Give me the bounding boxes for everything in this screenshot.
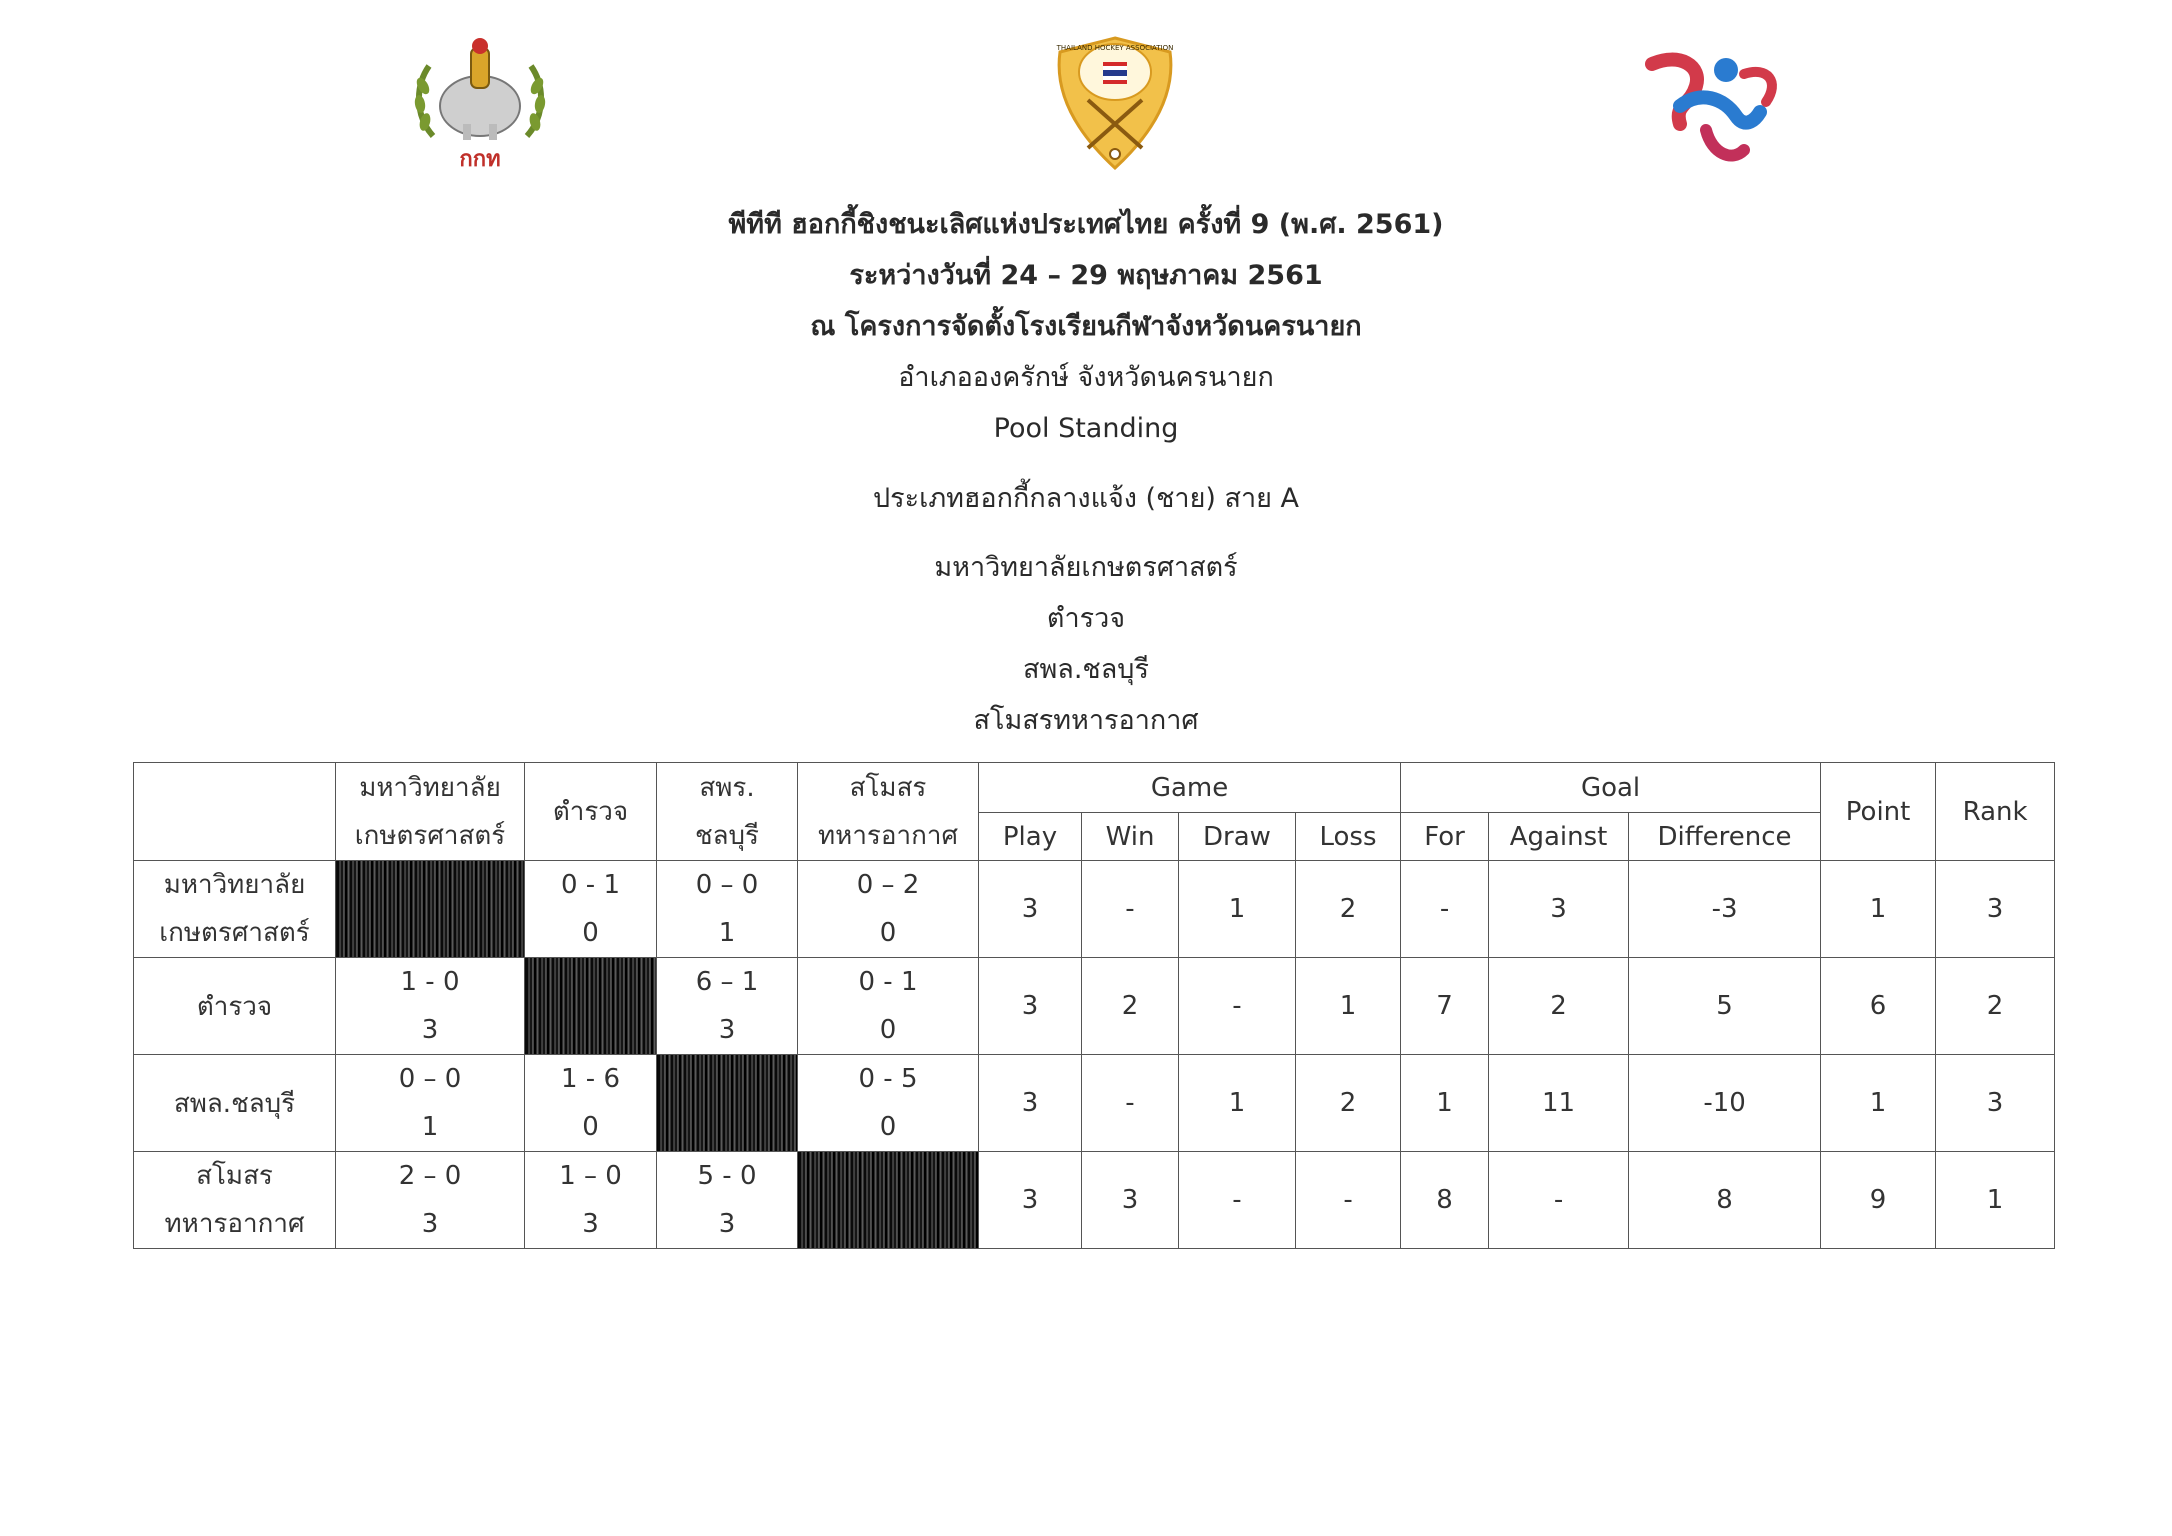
- document-headings: [0, 200, 2172, 747]
- match-result: 0 - 5 0: [798, 1055, 979, 1152]
- point-cell: 6: [1821, 958, 1936, 1055]
- match-result: 1 - 6 0: [525, 1055, 657, 1152]
- self-match-cell: [657, 1055, 798, 1152]
- rank-cell: 3: [1936, 861, 2055, 958]
- win-cell: 3: [1082, 1152, 1179, 1249]
- goals-for-cell: 1: [1401, 1055, 1489, 1152]
- match-result: 5 - 0 3: [657, 1152, 798, 1249]
- draw-cell: 1: [1179, 861, 1296, 958]
- point-cell: 9: [1821, 1152, 1936, 1249]
- col-header-point: Point: [1821, 763, 1936, 861]
- loss-cell: 1: [1296, 958, 1401, 1055]
- corner-cell: [134, 763, 336, 861]
- goals-for-cell: -: [1401, 861, 1489, 958]
- match-result: 0 – 0 1: [336, 1055, 525, 1152]
- goals-against-cell: 3: [1489, 861, 1629, 958]
- svg-text:กกท: กกท: [459, 147, 501, 172]
- draw-cell: -: [1179, 1152, 1296, 1249]
- pool-standing-table: [133, 762, 2055, 1249]
- col-header-play: Play: [979, 813, 1082, 861]
- play-cell: 3: [979, 1055, 1082, 1152]
- tournament-dates: ระหว่างวันที่ 24 – 29 พฤษภาคม 2561: [849, 260, 1323, 291]
- loss-cell: -: [1296, 1152, 1401, 1249]
- play-cell: 3: [979, 1152, 1082, 1249]
- col-header-against: Against: [1489, 813, 1629, 861]
- rank-cell: 3: [1936, 1055, 2055, 1152]
- goals-for-cell: 8: [1401, 1152, 1489, 1249]
- rank-cell: 2: [1936, 958, 2055, 1055]
- col-header-difference: Difference: [1629, 813, 1821, 861]
- row-team-name: ตำรวจ: [134, 958, 336, 1055]
- col-header-team1: มหาวิทยาลัย เกษตรศาสตร์: [336, 763, 525, 861]
- match-result: 6 – 1 3: [657, 958, 798, 1055]
- sport-runner-logo: [1640, 46, 1790, 176]
- draw-cell: -: [1179, 958, 1296, 1055]
- col-header-team4: สโมสร ทหารอากาศ: [798, 763, 979, 861]
- self-match-cell: [525, 958, 657, 1055]
- goals-against-cell: 11: [1489, 1055, 1629, 1152]
- row-team-name: สพล.ชลบุรี: [134, 1055, 336, 1152]
- col-header-team2: ตำรวจ: [525, 763, 657, 861]
- col-header-loss: Loss: [1296, 813, 1401, 861]
- row-team-name: สโมสร ทหารอากาศ: [134, 1152, 336, 1249]
- table-row: [134, 1152, 2055, 1249]
- team-list-item: ตำรวจ: [1046, 603, 1126, 634]
- col-header-goal: Goal: [1401, 763, 1821, 813]
- win-cell: -: [1082, 1055, 1179, 1152]
- self-match-cell: [798, 1152, 979, 1249]
- match-result: 1 - 0 3: [336, 958, 525, 1055]
- win-cell: -: [1082, 861, 1179, 958]
- rank-cell: 1: [1936, 1152, 2055, 1249]
- goals-for-cell: 7: [1401, 958, 1489, 1055]
- team-list-item: มหาวิทยาลัยเกษตรศาสตร์: [934, 552, 1238, 583]
- match-result: 0 - 1 0: [798, 958, 979, 1055]
- tournament-venue: ณ โครงการจัดตั้งโรงเรียนกีฬาจังหวัดนครนายก: [810, 311, 1362, 342]
- goals-against-cell: 2: [1489, 958, 1629, 1055]
- table-row: [134, 958, 2055, 1055]
- win-cell: 2: [1082, 958, 1179, 1055]
- play-cell: 3: [979, 958, 1082, 1055]
- self-match-cell: [336, 861, 525, 958]
- team-list-item: สพล.ชลบุรี: [1023, 654, 1149, 685]
- col-header-team3: สพร. ชลบุรี: [657, 763, 798, 861]
- match-result: 0 – 2 0: [798, 861, 979, 958]
- col-header-draw: Draw: [1179, 813, 1296, 861]
- pool-category: ประเภทฮอกกี้กลางแจ้ง (ชาย) สาย A: [872, 483, 1300, 514]
- pool-standing-title: Pool Standing: [993, 413, 1179, 444]
- row-team-name: มหาวิทยาลัย เกษตรศาสตร์: [134, 861, 336, 958]
- col-header-game: Game: [979, 763, 1401, 813]
- match-result: 1 – 0 3: [525, 1152, 657, 1249]
- match-result: 0 - 1 0: [525, 861, 657, 958]
- draw-cell: 1: [1179, 1055, 1296, 1152]
- point-cell: 1: [1821, 861, 1936, 958]
- match-result: 2 – 0 3: [336, 1152, 525, 1249]
- match-result: 0 – 0 1: [657, 861, 798, 958]
- tournament-title: พีทีที ฮอกกี้ชิงชนะเลิศแห่งประเทศไทย ครั้งที่ 9 (พ.ศ. 2561): [728, 209, 1444, 240]
- table-row: [134, 1055, 2055, 1152]
- tournament-district: อำเภอองครักษ์ จังหวัดนครนายก: [898, 362, 1274, 393]
- thailand-hockey-association-logo: [1040, 30, 1190, 175]
- col-header-rank: Rank: [1936, 763, 2055, 861]
- loss-cell: 2: [1296, 861, 1401, 958]
- col-header-win: Win: [1082, 813, 1179, 861]
- sat-logo: [405, 26, 555, 176]
- goals-against-cell: -: [1489, 1152, 1629, 1249]
- play-cell: 3: [979, 861, 1082, 958]
- table-row: [134, 861, 2055, 958]
- point-cell: 1: [1821, 1055, 1936, 1152]
- team-list-item: สโมสรทหารอากาศ: [973, 705, 1199, 736]
- goal-difference-cell: 5: [1629, 958, 1821, 1055]
- loss-cell: 2: [1296, 1055, 1401, 1152]
- goal-difference-cell: -10: [1629, 1055, 1821, 1152]
- goal-difference-cell: -3: [1629, 861, 1821, 958]
- goal-difference-cell: 8: [1629, 1152, 1821, 1249]
- col-header-for: For: [1401, 813, 1489, 861]
- svg-text:THAILAND HOCKEY ASSOCIATION: THAILAND HOCKEY ASSOCIATION: [1056, 44, 1174, 52]
